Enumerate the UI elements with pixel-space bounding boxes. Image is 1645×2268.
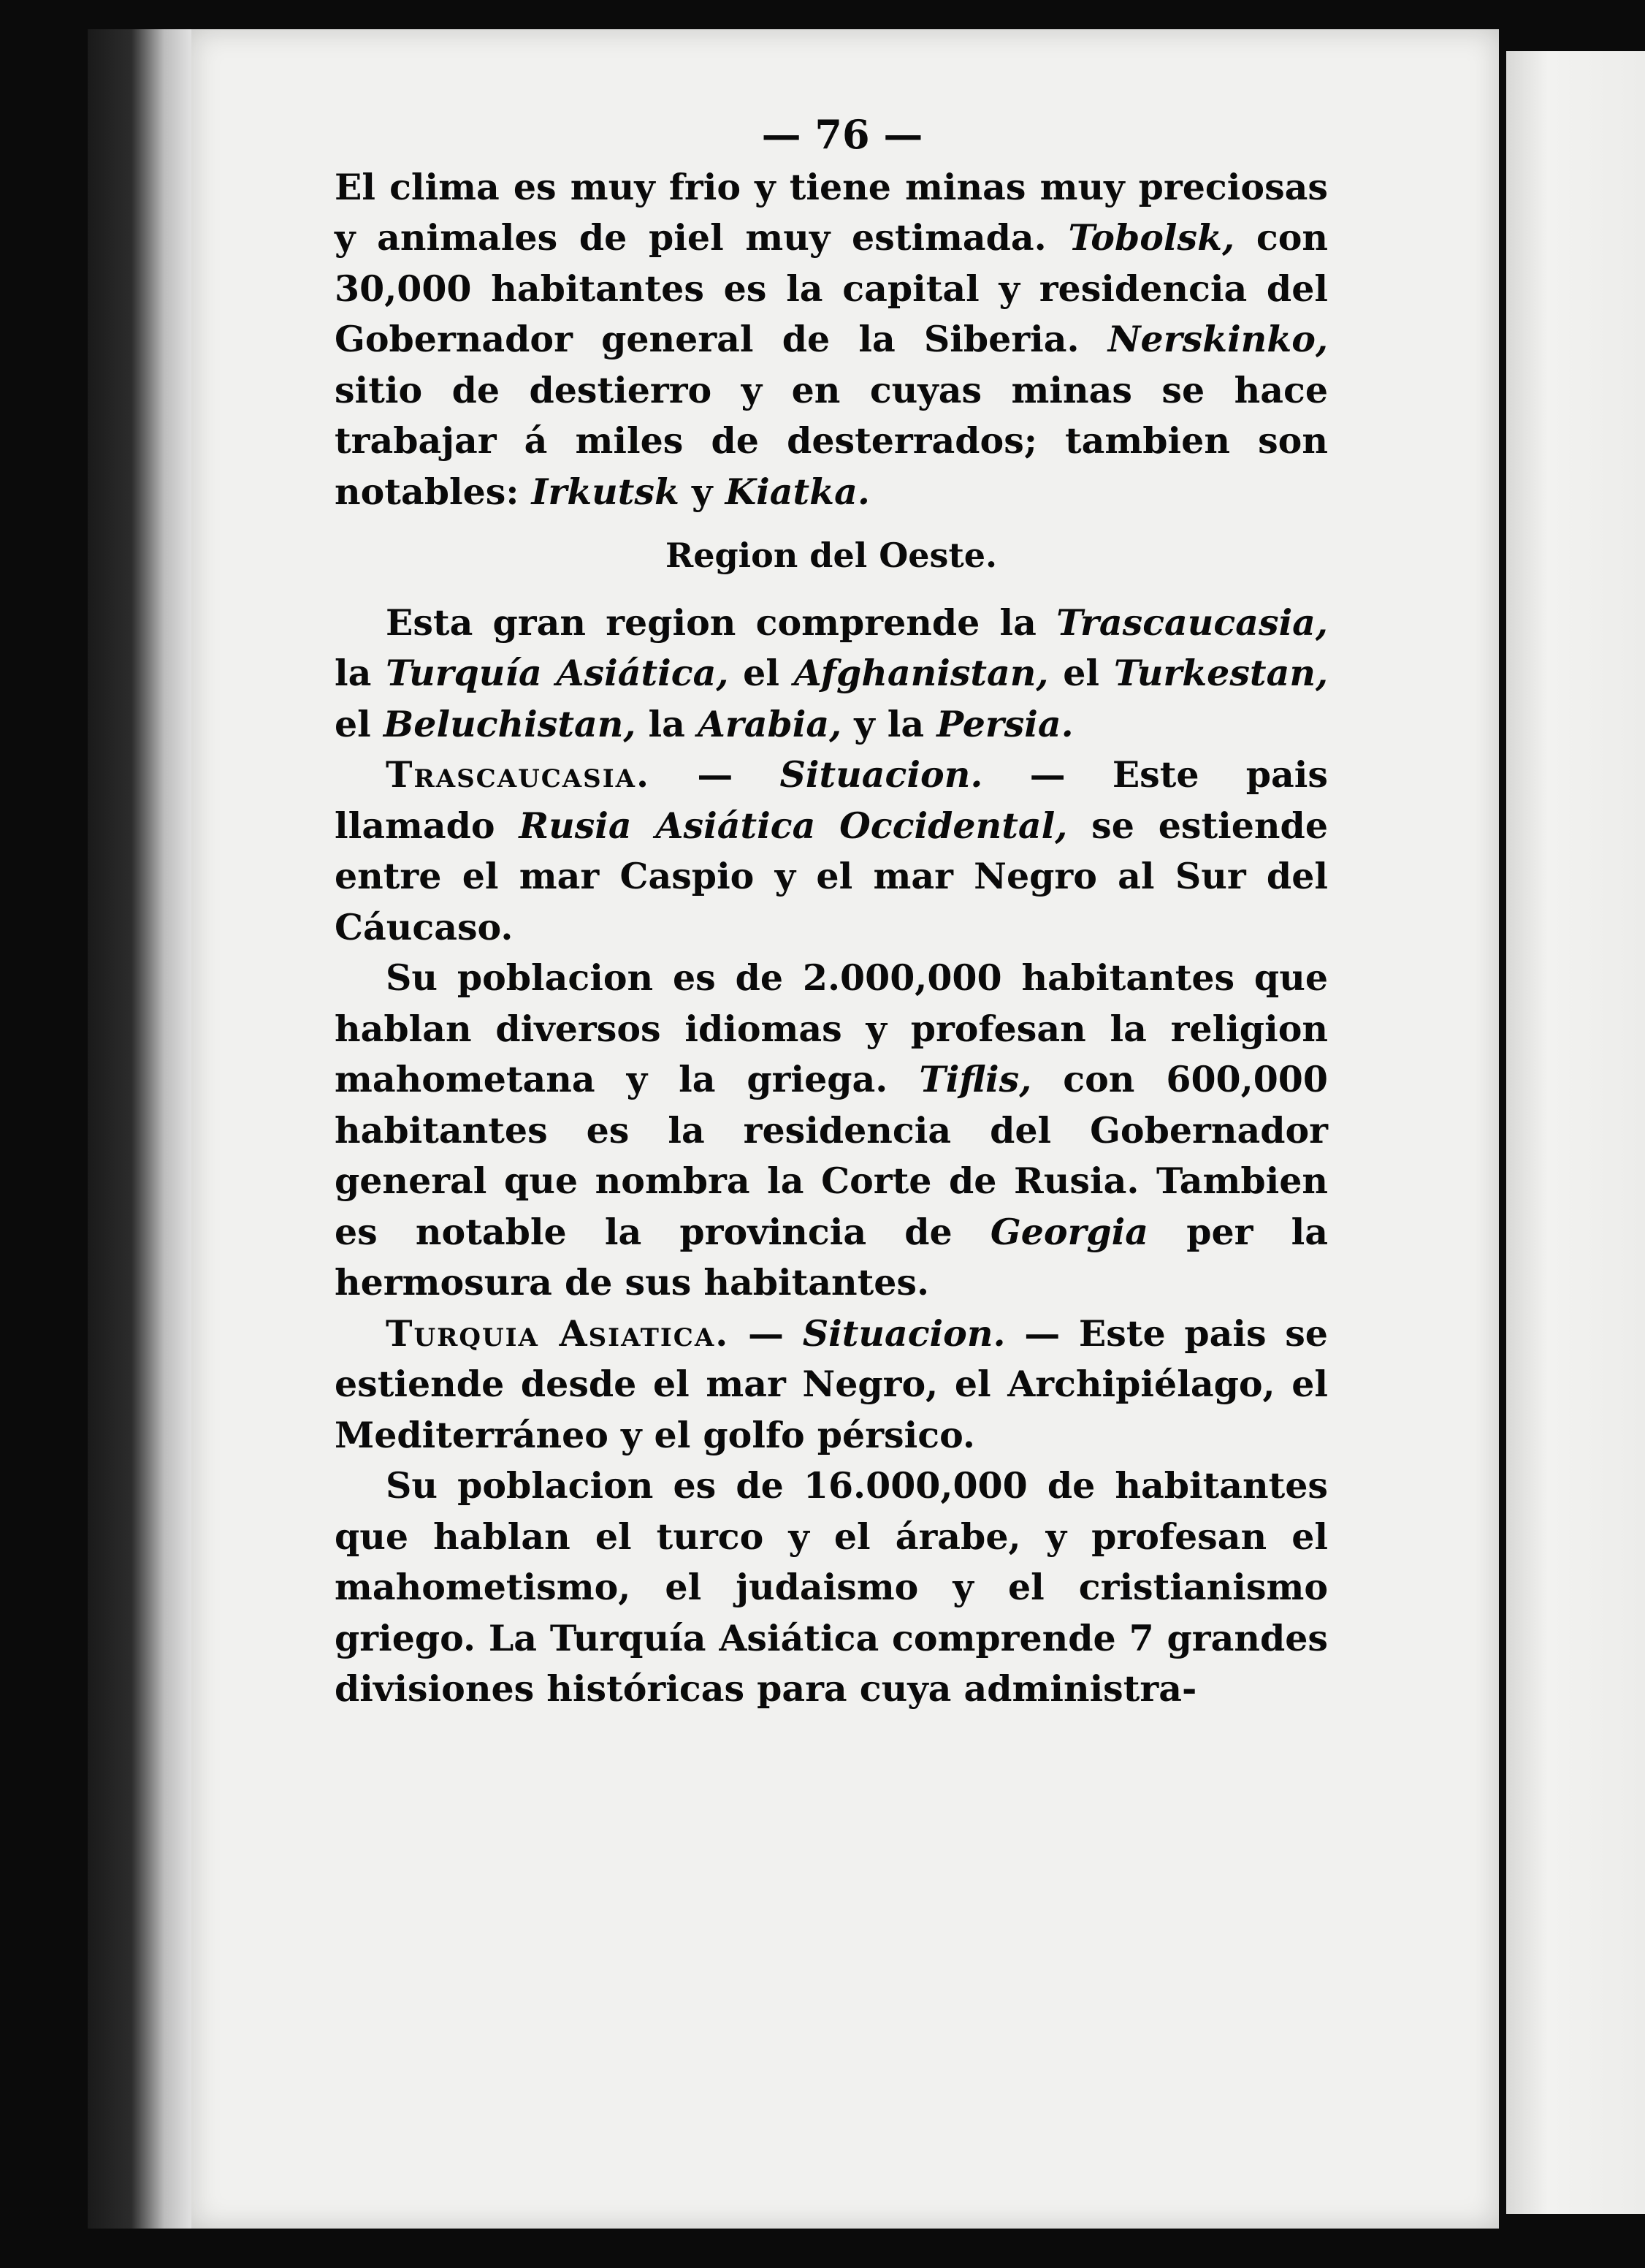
italic-term: Nerskinko, bbox=[1107, 318, 1328, 360]
text-run: — Este pais se estiende desde el mar Negro, el Archipiélago, el Mediterráneo y el golfo pérsico. bbox=[335, 1312, 1328, 1456]
text-run: y bbox=[679, 470, 725, 513]
text-run: Su poblacion es de 16.000,000 de habitantes que hablan el turco y el árabe, y profesan el mahometismo, el judaismo y el cristianismo griego. La Turquía Asiática comprende 7 grandes divisiones históricas para cuya administra- bbox=[335, 1464, 1328, 1710]
italic-term: Tobolsk, bbox=[1068, 216, 1235, 259]
text-run: la bbox=[636, 702, 698, 745]
italic-term: Persia. bbox=[936, 702, 1074, 745]
text-run: la bbox=[335, 652, 386, 694]
italic-term: Turquía Asiática, bbox=[386, 652, 729, 694]
text-run: sitio de destierro y en cuyas minas se hace trabajar á miles de desterrados; tambien son notables: bbox=[335, 368, 1328, 513]
text-run: el bbox=[335, 702, 383, 745]
book-binding-edge bbox=[88, 29, 197, 2229]
text-run: — bbox=[729, 1312, 803, 1355]
text-run: per la hermosura de sus habitantes. bbox=[335, 1210, 1328, 1304]
paragraph-turquia-situacion bbox=[335, 1309, 1328, 1461]
italic-term: Afghanistan, bbox=[793, 652, 1049, 694]
italic-term: Georgia bbox=[990, 1210, 1149, 1253]
text-run: El clima es muy frio y tiene minas muy preciosas y animales de piel muy estimada. bbox=[335, 165, 1328, 259]
italic-term: Rusia Asiática Occidental, bbox=[519, 804, 1068, 847]
italic-term: Trascaucasia, bbox=[1056, 601, 1328, 644]
italic-term: Arabia, bbox=[697, 702, 842, 745]
italic-term: Beluchistan, bbox=[383, 702, 636, 745]
page-text-block bbox=[335, 110, 1328, 1715]
italic-term: Tiflis, bbox=[919, 1058, 1032, 1100]
text-run: con 600,000 habitantes es la residencia del Gobernador general que nombra la Corte de Rusia. Tambien es notable la provincia de bbox=[335, 1058, 1328, 1253]
text-run: Su poblacion es de 2.000,000 habitantes que hablan diversos idiomas y profesan la religion mahometana y la griega. bbox=[335, 956, 1328, 1100]
paragraph-trascaucasia-poblacion bbox=[335, 953, 1328, 1309]
paragraph-siberia bbox=[335, 162, 1328, 518]
paragraph-region-overview bbox=[335, 598, 1328, 750]
small-caps-heading: Trascaucasia. bbox=[386, 753, 651, 796]
italic-term: Situacion. bbox=[779, 753, 983, 796]
text-run: se estiende entre el mar Caspio y el mar Negro al Sur del Cáucaso. bbox=[335, 804, 1328, 948]
paragraph-turquia-poblacion bbox=[335, 1461, 1328, 1715]
section-heading: Region del Oeste. bbox=[665, 536, 997, 575]
text-run: y la bbox=[841, 702, 937, 745]
facing-page-edge bbox=[1506, 51, 1645, 2214]
text-run: — Este pais llamado bbox=[335, 753, 1328, 847]
small-caps-heading: Turquia Asiatica. bbox=[386, 1312, 730, 1355]
italic-term: Kiatka. bbox=[725, 470, 870, 513]
text-run: el bbox=[1048, 652, 1114, 694]
text-run: — bbox=[650, 753, 780, 796]
text-run: el bbox=[728, 652, 794, 694]
italic-term: Situacion. bbox=[802, 1312, 1006, 1355]
text-run: con 30,000 habitantes es la capital y residencia del Gobernador general de la Siberia. bbox=[335, 216, 1328, 360]
text-run: Esta gran region comprende la bbox=[386, 601, 1057, 644]
paragraph-trascaucasia-situacion bbox=[335, 750, 1328, 953]
italic-term: Irkutsk bbox=[531, 470, 679, 513]
italic-term: Turkestan, bbox=[1113, 652, 1328, 694]
page-number: — 76 — bbox=[761, 111, 923, 158]
